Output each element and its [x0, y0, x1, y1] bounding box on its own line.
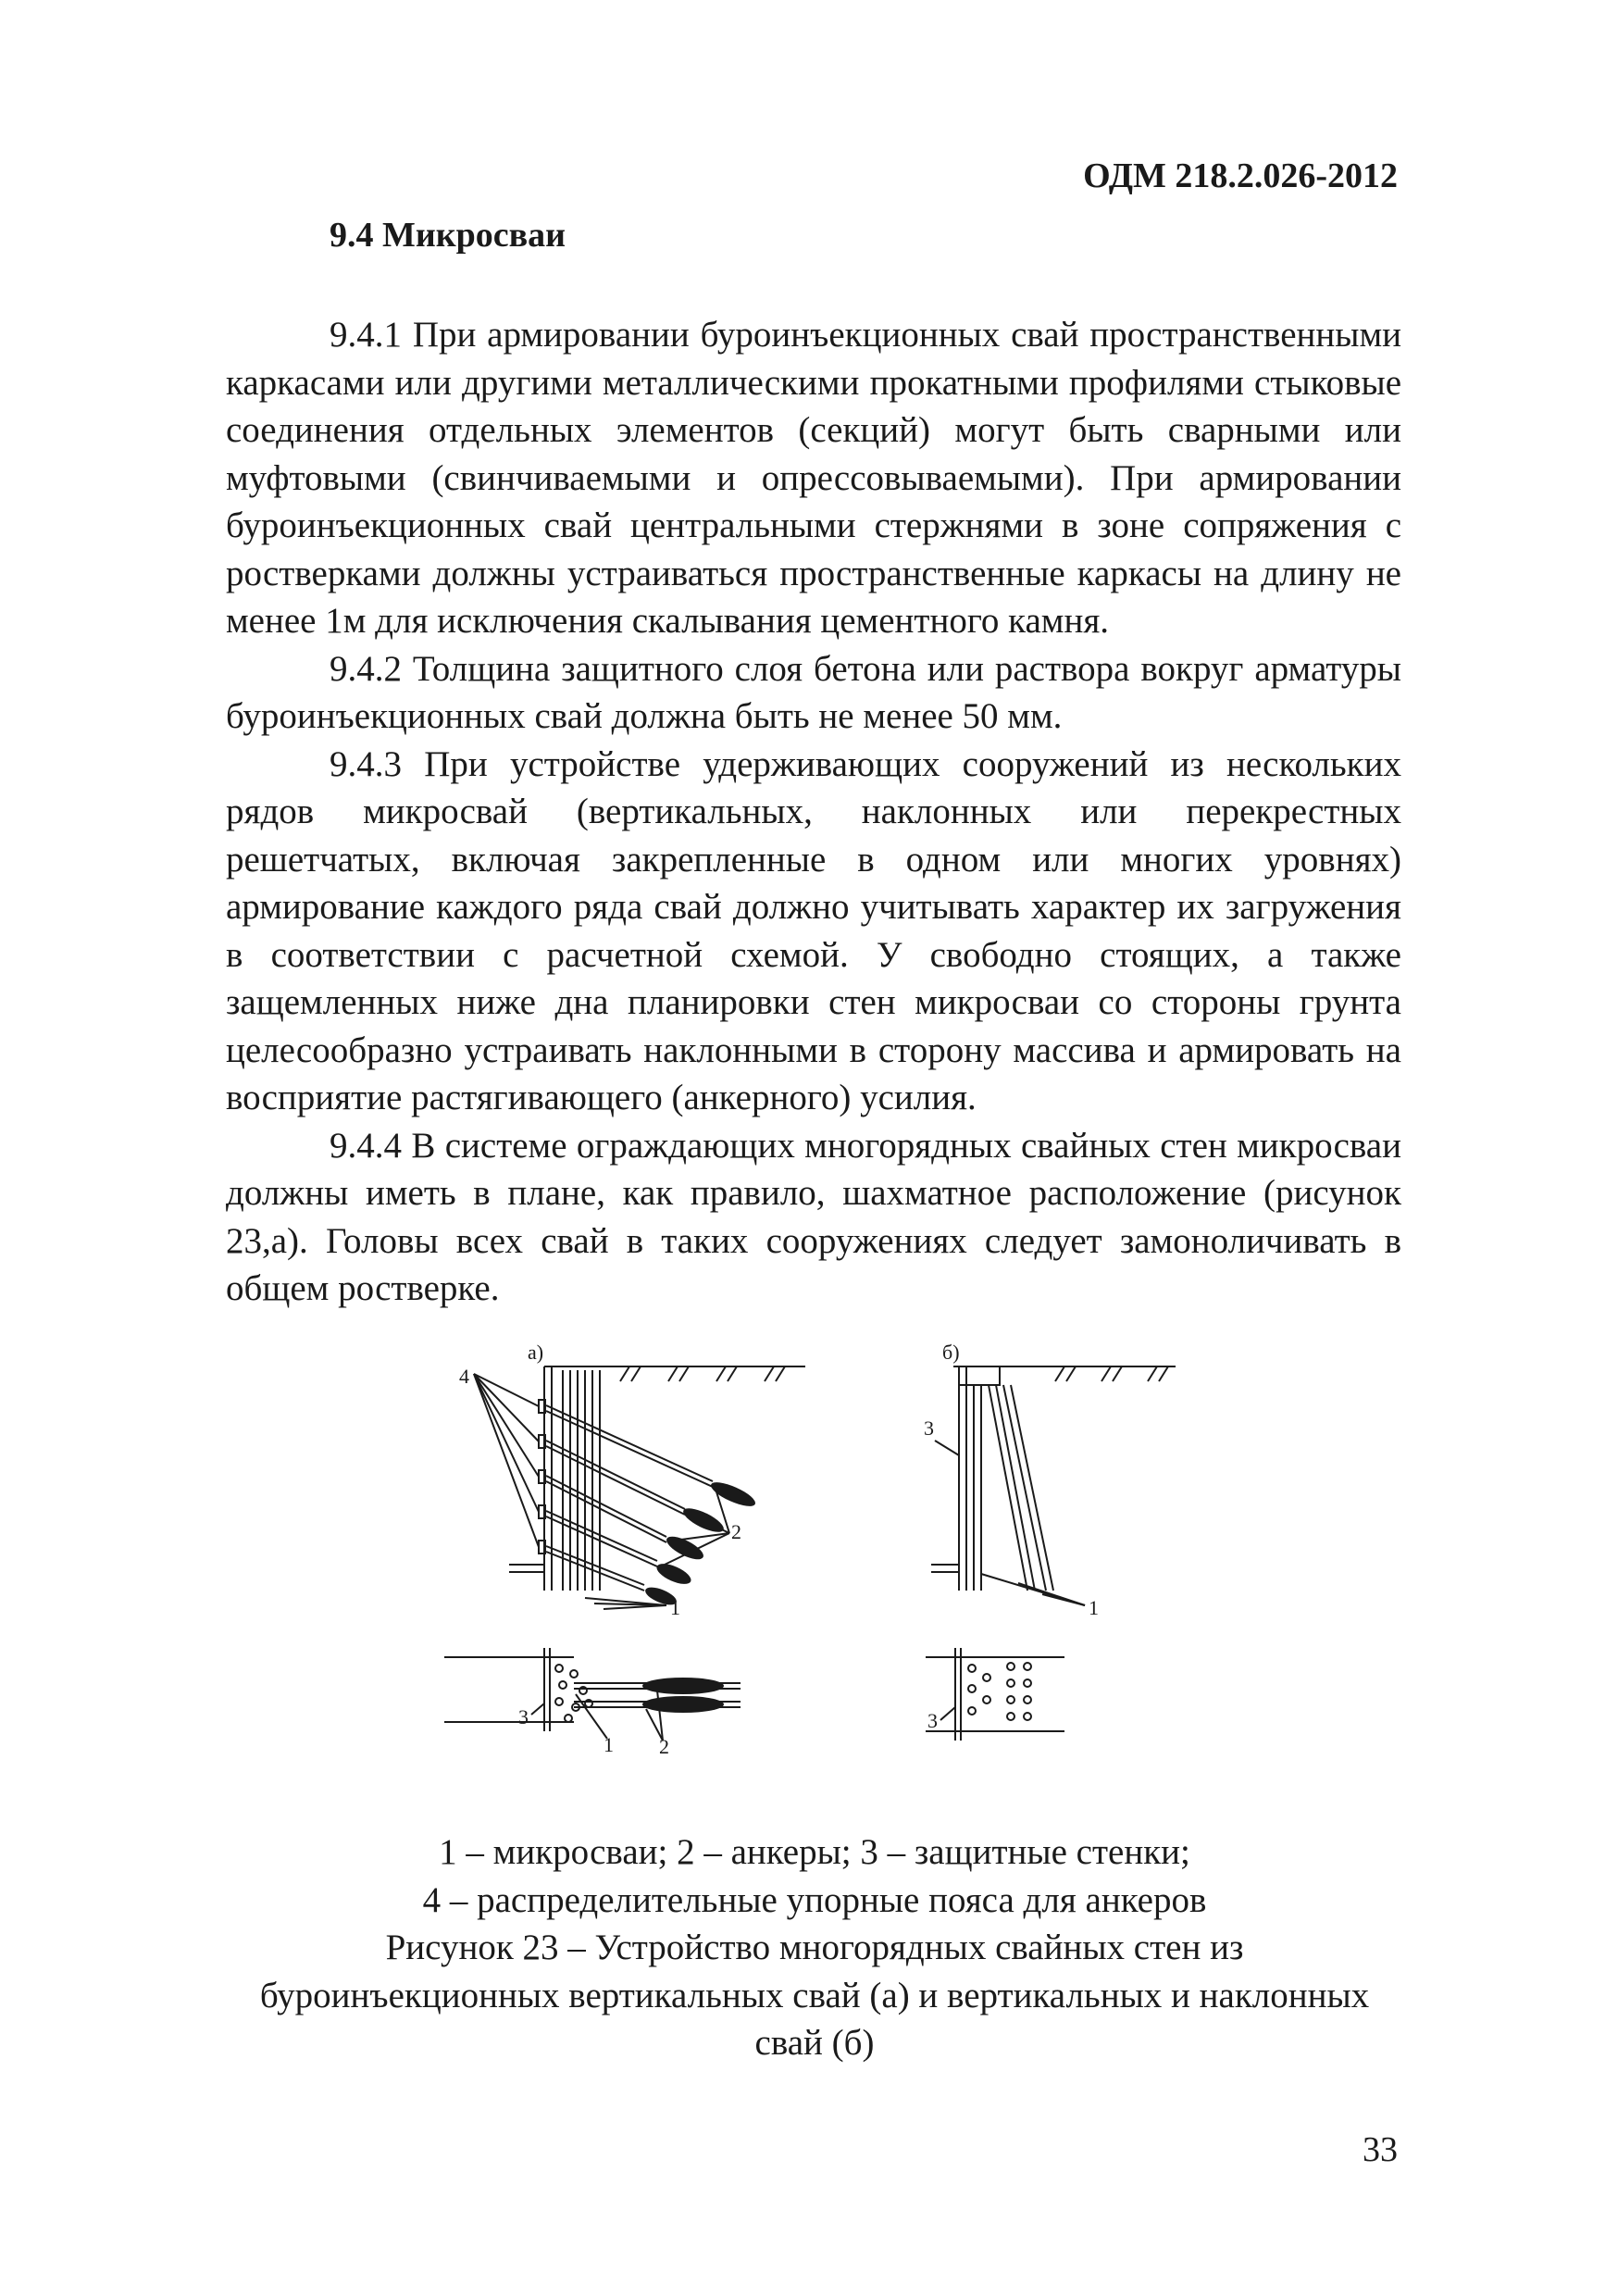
- caption-title-line-3: свай (б): [754, 2023, 875, 2063]
- caption-title-line-1: Рисунок 23 – Устройство многорядных свайных стен из: [385, 1928, 1244, 1967]
- panel-a-elevation: [474, 1366, 805, 1609]
- callout-1-b: 1: [1089, 1596, 1099, 1619]
- legend-line-2: 4 – распределительные упорные пояса для анкеров: [422, 1879, 1207, 1920]
- page-number: 33: [1363, 2130, 1398, 2169]
- callout-3-plan-b: 3: [927, 1709, 938, 1732]
- callout-3-plan-a: 3: [518, 1705, 529, 1728]
- section-title: 9.4 Микросваи: [330, 216, 566, 255]
- paragraph-9-4-2: 9.4.2 Толщина защитного слоя бетона или раствора вокруг арматуры буроинъекционных свай должна быть не менее 50 мм.: [226, 648, 1401, 736]
- panel-b-elevation: [931, 1366, 1176, 1605]
- panel-a-plan-bulbs: [642, 1678, 724, 1713]
- panel-a-plan: [444, 1648, 741, 1741]
- figure-23: [435, 1296, 1176, 1815]
- paragraph-9-4-1: 9.4.1 При армировании буроинъекционных свай пространственными каркасами или другими металлическими прокатными профилями стыковые соединения отдельных элементов (секций) могут быть сварными или муфтовыми (свинчиваемыми и опрессовываемыми). При армировании буроинъекционных свай центральными стержнями в зоне сопряжения с ростверками должны устраиваться пространственные каркасы на длину не менее 1м для исключения скалывания цементного камня.: [226, 315, 1401, 641]
- figure-23-drawing: [435, 1296, 1176, 1815]
- callout-1-plan-a: 1: [604, 1733, 614, 1756]
- callout-4: 4: [459, 1365, 469, 1388]
- callout-1: 1: [670, 1596, 680, 1619]
- callout-2: 2: [731, 1520, 741, 1543]
- callout-2-plan-a: 2: [659, 1735, 669, 1758]
- caption-title-line-2: буроинъекционных вертикальных свай (а) и вертикальных и наклонных: [259, 1975, 1370, 2015]
- callout-3-b: 3: [924, 1416, 934, 1440]
- panel-a-label: а): [528, 1341, 544, 1364]
- document-code: ОДМ 218.2.026-2012: [1083, 156, 1398, 195]
- body-text: [226, 311, 1401, 1313]
- legend-line-1: 1 – микросваи; 2 – анкеры; 3 – защитные стенки;: [439, 1832, 1190, 1872]
- panel-b-plan: [926, 1648, 1064, 1741]
- paragraph-9-4-4: 9.4.4 В системе ограждающих многорядных свайных стен микросваи должны иметь в плане, как правило, шахматное расположение (рисунок 23,а). Головы всех свай в таких сооружениях следует замоноличивать в общем ростверке.: [226, 1125, 1401, 1308]
- panel-b-label: б): [942, 1341, 960, 1364]
- paragraph-9-4-3: 9.4.3 При устройстве удерживающих сооружений из нескольких рядов микросвай (вертикальных, наклонных или перекрестных решетчатых, включая закрепленные в одном или многих уровнях) армирование каждого ряда свай должно учитывать характер их загружения в соответствии с расчетной схемой. У свободно стоящих, а также защемленных ниже дна планировки стен микросваи со стороны грунта целесообразно устраивать наклонными в сторону массива и армировать на восприятие растягивающего (анкерного) усилия.: [226, 743, 1401, 1117]
- figure-caption: [213, 1828, 1416, 2067]
